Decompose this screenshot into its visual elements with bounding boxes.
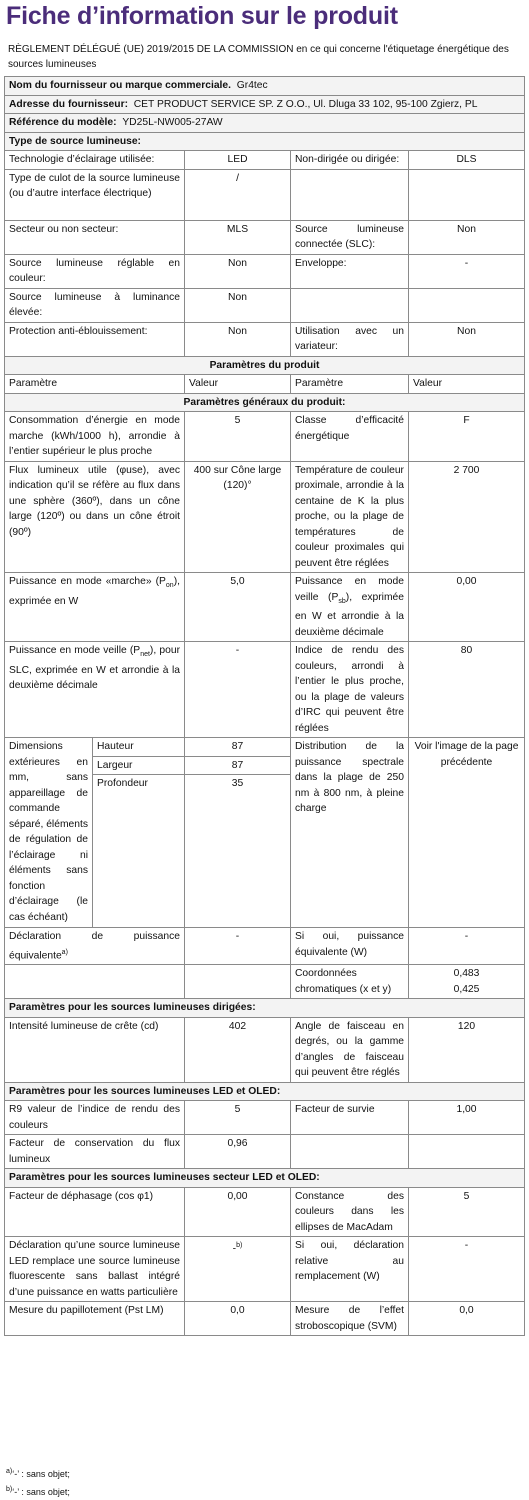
type-row bbox=[5, 151, 525, 170]
spectral-distribution-value: Voir l'image de la page précédente bbox=[409, 738, 525, 928]
dimension-depth-label: Profondeur bbox=[93, 775, 185, 928]
type-row-value: Non bbox=[185, 254, 291, 288]
equivalent-power-label: Déclaration de puissance équivalente$^{a)}$ bbox=[5, 928, 185, 965]
power-factor-label: Facteur de déphasage (cos φ1) bbox=[5, 1187, 185, 1237]
type-row bbox=[5, 220, 525, 254]
standby-power-value: 0,00 bbox=[409, 573, 525, 642]
col-header-parametre: Paramètre bbox=[5, 375, 185, 394]
energy-consumption-row bbox=[5, 412, 525, 462]
type-row-value-2 bbox=[409, 169, 525, 220]
type-row-value-2: - bbox=[409, 254, 525, 288]
type-row-label: Source lumineuse réglable en couleur: bbox=[5, 254, 185, 288]
type-row-label: Secteur ou non secteur: bbox=[5, 220, 185, 254]
product-params-heading-row bbox=[5, 356, 525, 375]
type-row-label-2 bbox=[291, 169, 409, 220]
type-row-value: Non bbox=[185, 288, 291, 322]
stroboscopic-value: 0,0 bbox=[409, 1302, 525, 1336]
type-row-label: Source lumineuse à luminance élevée: bbox=[5, 288, 185, 322]
dimension-height-value: 87 bbox=[185, 738, 291, 757]
r9-row bbox=[5, 1101, 525, 1135]
supplier-address-label: Adresse du fournisseur: bbox=[9, 98, 129, 110]
type-row-label-2: Utilisation avec un variateur: bbox=[291, 322, 409, 356]
type-row-label: Type de culot de la source lumineuse (ou d’autre interface électrique) bbox=[5, 169, 185, 220]
supplier-address-value: CET PRODUCT SERVICE SP. Z O.O., Ul. Dluga 33 102, 95-100 Zgierz, PL bbox=[133, 98, 478, 110]
led-heading-row bbox=[5, 1082, 525, 1101]
replacement-value: -$^{b)}$ bbox=[185, 1237, 291, 1302]
r9-value: 5 bbox=[185, 1101, 291, 1135]
energy-class-value: F bbox=[409, 412, 525, 462]
dimensions-label: Dimensions extérieures en mm, sans appareillage de commande séparé, éléments de régulation de l’éclairage ni éléments sans fonction d’éclairage (le cas échéant) bbox=[5, 738, 93, 928]
beam-angle-value: 120 bbox=[409, 1017, 525, 1082]
product-params-heading: Paramètres du produit bbox=[5, 356, 525, 375]
flux-maintenance-value: 0,96 bbox=[185, 1135, 291, 1169]
peak-intensity-value: 402 bbox=[185, 1017, 291, 1082]
supplier-address-row bbox=[5, 95, 525, 114]
macadam-label: Constance des couleurs dans les ellipses de MacAdam bbox=[291, 1187, 409, 1237]
type-row-value: LED bbox=[185, 151, 291, 170]
equivalent-power-value: - bbox=[185, 928, 291, 965]
chromaticity-label: Coordonnées chromatiques (x et y) bbox=[291, 965, 409, 999]
energy-class-label: Classe d’efficacité énergétique bbox=[291, 412, 409, 462]
color-rendering-label: Indice de rendu des couleurs, arrondi à l’entier le plus proche, ou la plage de valeurs d’IRC qui peuvent être réglées bbox=[291, 642, 409, 738]
product-table bbox=[4, 76, 525, 1336]
footnote-a: $^{a)}$‘-’ : sans objet; bbox=[6, 1468, 70, 1479]
replacement-label: Déclaration qu’une source lumineuse LED remplace une source lumineuse fluorescente sans ballast intégré d’une puissance en watts particulière bbox=[5, 1237, 185, 1302]
equivalent-watt-label: Si oui, puissance équivalente (W) bbox=[291, 928, 409, 965]
beam-angle-label: Angle de faisceau en degrés, ou la gamme d’angles de faisceau qui peuvent être réglés bbox=[291, 1017, 409, 1082]
general-params-heading: Paramètres généraux du produit: bbox=[5, 393, 525, 412]
supplier-name-label: Nom du fournisseur ou marque commerciale. bbox=[9, 80, 232, 91]
model-reference-value: YD25L-NW005-27AW bbox=[122, 117, 223, 128]
equivalent-watt-value: - bbox=[409, 928, 525, 965]
regulation-subtitle: RÈGLEMENT DÉLÉGUÉ (UE) 2019/2015 DE LA COMMISSION en ce qui concerne l'étiquetage énergétique des sources lumineuses bbox=[8, 44, 509, 70]
type-row bbox=[5, 322, 525, 356]
supplier-name-row bbox=[5, 77, 525, 96]
directed-heading-row bbox=[5, 999, 525, 1018]
type-row-label: Technologie d’éclairage utilisée: bbox=[5, 151, 185, 170]
model-reference-label: Référence du modèle: bbox=[9, 117, 117, 128]
on-mode-power-row bbox=[5, 573, 525, 642]
type-row-value: / bbox=[185, 169, 291, 220]
type-row-value-2: DLS bbox=[409, 151, 525, 170]
survival-factor-label: Facteur de survie bbox=[291, 1101, 409, 1135]
mains-heading: Paramètres pour les sources lumineuses secteur LED et OLED: bbox=[5, 1169, 525, 1188]
type-row-label-2: Enveloppe: bbox=[291, 254, 409, 288]
page-title: Fiche d’information sur le produit bbox=[6, 2, 398, 30]
type-row-value-2: Non bbox=[409, 322, 525, 356]
flux-maintenance-label: Facteur de conservation du flux lumineux bbox=[5, 1135, 185, 1169]
directed-heading: Paramètres pour les sources lumineuses dirigées: bbox=[5, 999, 525, 1018]
type-row-label-2 bbox=[291, 288, 409, 322]
flicker-value: 0,0 bbox=[185, 1302, 291, 1336]
light-source-type-heading-row bbox=[5, 132, 525, 151]
dimension-width-value: 87 bbox=[185, 756, 291, 775]
general-params-heading-row bbox=[5, 393, 525, 412]
color-rendering-value: 80 bbox=[409, 642, 525, 738]
luminous-flux-label: Flux lumineux utile (φuse), avec indication qu’il se réfère au flux dans une sphère (360º), dans un cône large (120º) ou dans un cône étroit (90º) bbox=[5, 461, 185, 573]
spectral-distribution-label: Distribution de la puissance spectrale dans la plage de 250 nm à 800 nm, à pleine charge bbox=[291, 738, 409, 928]
mains-heading-row bbox=[5, 1169, 525, 1188]
network-standby-value: - bbox=[185, 642, 291, 738]
supplier-name-value: Gr4tec bbox=[236, 80, 268, 91]
dimensions-row bbox=[5, 738, 525, 757]
power-factor-value: 0,00 bbox=[185, 1187, 291, 1237]
color-temperature-value: 2 700 bbox=[409, 461, 525, 573]
chromaticity-y: 0,425 bbox=[453, 983, 480, 995]
network-standby-row bbox=[5, 642, 525, 738]
energy-consumption-label: Consommation d’énergie en mode marche (kWh/1000 h), arrondie à l’entier supérieur le plus proche bbox=[5, 412, 185, 462]
luminous-flux-value: 400 sur Cône large (120)° bbox=[185, 461, 291, 573]
chromaticity-row bbox=[5, 965, 525, 999]
model-reference-row bbox=[5, 114, 525, 133]
type-row bbox=[5, 254, 525, 288]
flicker-label: Mesure du papillotement (Pst LM) bbox=[5, 1302, 185, 1336]
survival-factor-value: 1,00 bbox=[409, 1101, 525, 1135]
equivalent-power-row bbox=[5, 928, 525, 965]
replacement-watt-label: Si oui, déclaration relative au remplacement (W) bbox=[291, 1237, 409, 1302]
type-row-value-2: Non bbox=[409, 220, 525, 254]
replacement-watt-value: - bbox=[409, 1237, 525, 1302]
on-mode-power-value: 5,0 bbox=[185, 573, 291, 642]
macadam-value: 5 bbox=[409, 1187, 525, 1237]
r9-label: R9 valeur de l’indice de rendu des couleurs bbox=[5, 1101, 185, 1135]
type-row bbox=[5, 288, 525, 322]
type-row-label: Protection anti-éblouissement: bbox=[5, 322, 185, 356]
chromaticity-x: 0,483 bbox=[453, 968, 480, 980]
color-temperature-label: Température de couleur proximale, arrondie à la centaine de K la plus proche, ou la plage de températures de couleur proximales qui peuvent être réglées bbox=[291, 461, 409, 573]
dimension-height-label: Hauteur bbox=[93, 738, 185, 757]
chromaticity-value bbox=[409, 965, 525, 999]
dimension-width-label: Largeur bbox=[93, 756, 185, 775]
luminous-flux-row bbox=[5, 461, 525, 573]
power-factor-row bbox=[5, 1187, 525, 1237]
led-heading: Paramètres pour les sources lumineuses LED et OLED: bbox=[5, 1082, 525, 1101]
peak-intensity-label: Intensité lumineuse de crête (cd) bbox=[5, 1017, 185, 1082]
type-row bbox=[5, 169, 525, 220]
stroboscopic-label: Mesure de l’effet stroboscopique (SVM) bbox=[291, 1302, 409, 1336]
type-row-value: Non bbox=[185, 322, 291, 356]
standby-power-label: Puissance en mode veille $(P_{sb})$, exprimée en W et arrondie à la deuxième décimale bbox=[291, 573, 409, 642]
dimension-depth-value: 35 bbox=[185, 775, 291, 928]
footnote-b: $^{b)}$‘-’ : sans objet; bbox=[6, 1486, 70, 1497]
col-header-valeur: Valeur bbox=[185, 375, 291, 394]
peak-intensity-row bbox=[5, 1017, 525, 1082]
network-standby-label: Puissance en mode veille $(P_{net})$, pour SLC, exprimée en W et arrondie à la deuxième décimale bbox=[5, 642, 185, 738]
column-headers-row bbox=[5, 375, 525, 394]
col-header-valeur-2: Valeur bbox=[409, 375, 525, 394]
type-row-value: MLS bbox=[185, 220, 291, 254]
on-mode-power-label: Puissance en mode «marche» $(P_{on})$, exprimée en W bbox=[5, 573, 185, 642]
type-row-value-2 bbox=[409, 288, 525, 322]
flux-maintenance-row bbox=[5, 1135, 525, 1169]
type-row-label-2: Source lumineuse connectée (SLC): bbox=[291, 220, 409, 254]
replacement-row bbox=[5, 1237, 525, 1302]
col-header-parametre-2: Paramètre bbox=[291, 375, 409, 394]
type-row-label-2: Non-dirigée ou dirigée: bbox=[291, 151, 409, 170]
energy-consumption-value: 5 bbox=[185, 412, 291, 462]
light-source-type-heading: Type de source lumineuse: bbox=[5, 132, 525, 151]
flicker-row bbox=[5, 1302, 525, 1336]
